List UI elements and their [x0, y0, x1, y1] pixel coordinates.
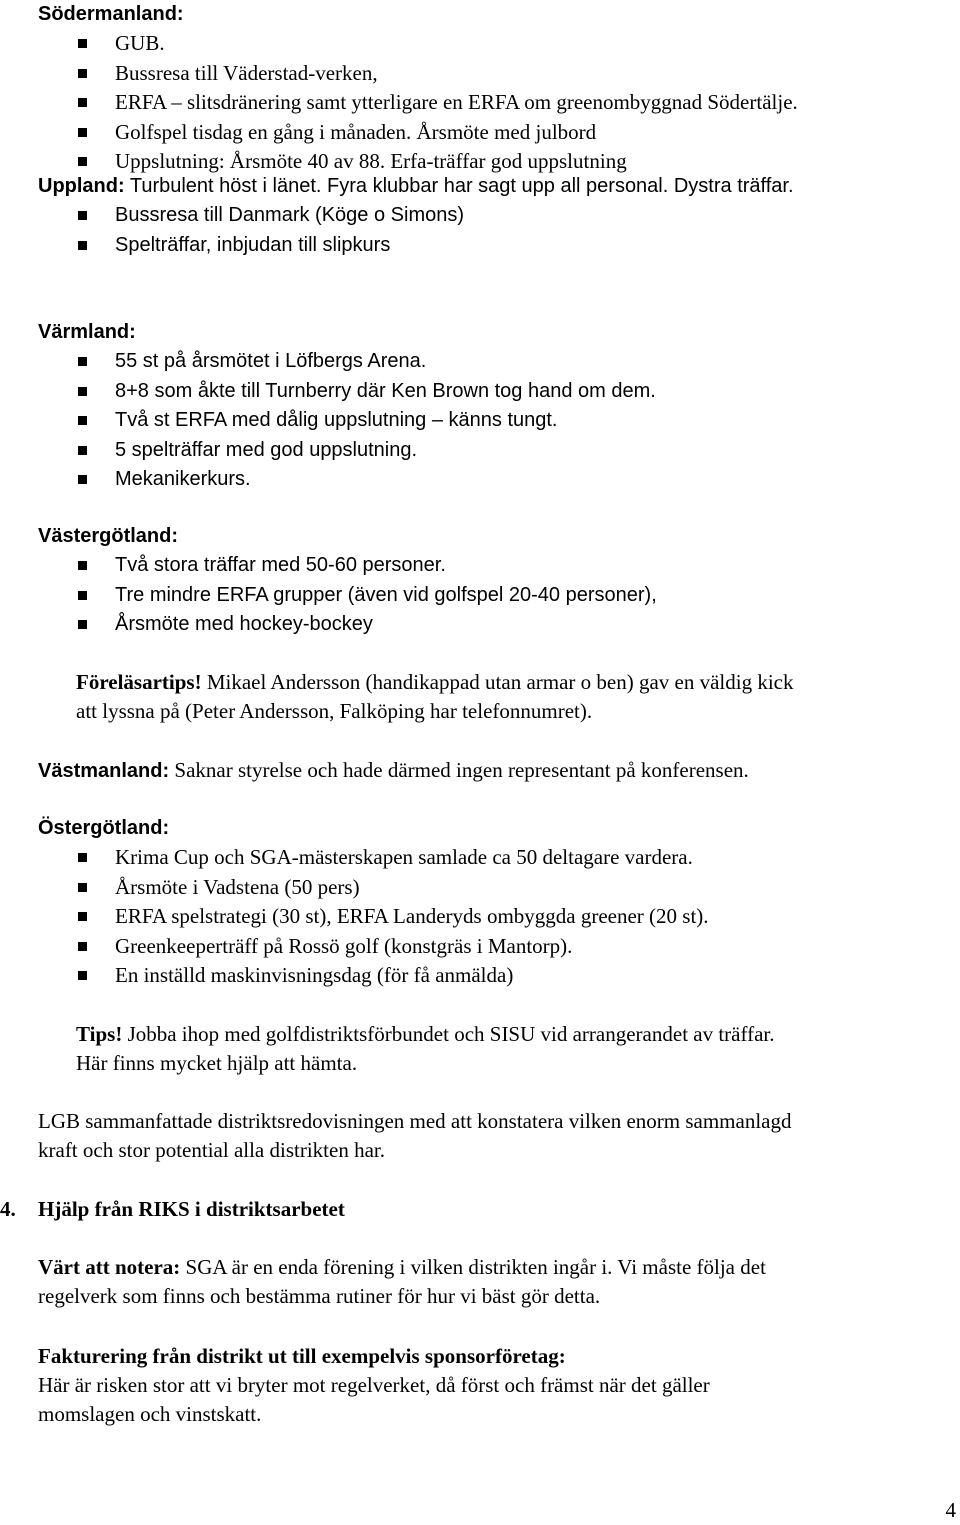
list-item: GUB.: [38, 29, 950, 59]
heading-varmland: Värmland:: [38, 321, 136, 343]
bullet-icon: [78, 387, 87, 396]
bullet-icon: [78, 98, 87, 107]
page-number: 4: [945, 1498, 956, 1522]
list-item: ERFA spelstrategi (30 st), ERFA Landeryds ombyggda greener (20 st).: [38, 902, 950, 932]
notera-line-2: regelverk som finns och bestämma rutiner för hur vi bäst gör detta.: [38, 1284, 601, 1308]
bullet-icon: [78, 39, 87, 48]
list-item: Bussresa till Danmark (Köge o Simons): [38, 201, 950, 231]
notera-label: Värt att notera:: [38, 1255, 181, 1279]
tip-label: Tips!: [76, 1022, 123, 1046]
heading-vastergotland: Västergötland:: [38, 525, 179, 547]
bullet-icon: [78, 912, 87, 921]
section-vastmanland: [38, 756, 950, 786]
tip-line-2: att lyssna på (Peter Andersson, Falköping har telefonnumret).: [76, 699, 593, 723]
list-item: Två stora träffar med 50-60 personer.: [38, 551, 950, 581]
section-title: Hjälp från RIKS i distriktsarbetet: [38, 1197, 345, 1221]
tip-line-1: Tips! Jobba ihop med golfdistriktsförbundet och SISU vid arrangerandet av träffar.: [76, 1022, 775, 1046]
fakturering-line-1: Här är risken stor att vi bryter mot regelverket, då först och främst när det gäller: [38, 1373, 710, 1397]
list-item: Årsmöte i Vadstena (50 pers): [38, 873, 950, 903]
bullet-icon: [78, 883, 87, 892]
bullet-icon: [78, 69, 87, 78]
list-item: ERFA – slitsdränering samt ytterligare en ERFA om greenombyggnad Södertälje.: [38, 88, 950, 118]
section-varmland: [38, 318, 950, 495]
bullet-icon: [78, 211, 87, 220]
section-ostergotland: [38, 814, 950, 991]
list-item: En inställd maskinvisningsdag (för få anmälda): [38, 961, 950, 991]
heading-vastmanland: Västmanland:: [38, 760, 170, 782]
ostergotland-tip: [38, 1020, 950, 1078]
bullet-icon: [78, 446, 87, 455]
notera-paragraph: [38, 1253, 950, 1311]
bullet-icon: [78, 128, 87, 137]
list-item: Uppslutning: Årsmöte 40 av 88. Erfa-träffar god uppslutning: [38, 147, 950, 177]
list-ostergotland: [38, 843, 950, 991]
list-item: Två st ERFA med dålig uppslutning – känns tungt.: [38, 406, 950, 436]
vastergotland-tip: [38, 668, 950, 726]
bullet-icon: [78, 853, 87, 862]
list-item: Spelträffar, inbjudan till slipkurs: [38, 231, 950, 261]
section-vastergotland: [38, 522, 950, 640]
bullet-icon: [78, 561, 87, 570]
list-item: Golfspel tisdag en gång i månaden. Årsmöte med julbord: [38, 118, 950, 148]
section-sodermanland: [38, 0, 950, 177]
section-uppland: [38, 172, 950, 260]
fakturering-paragraph: [38, 1342, 950, 1429]
heading-ostergotland: Östergötland:: [38, 817, 170, 839]
heading-uppland: Uppland:: [38, 175, 125, 197]
list-item: Bussresa till Väderstad-verken,: [38, 59, 950, 89]
bullet-icon: [78, 157, 87, 166]
list-vastergotland: [38, 551, 950, 640]
list-varmland: [38, 347, 950, 495]
bullet-icon: [78, 591, 87, 600]
bullet-icon: [78, 971, 87, 980]
list-item: 8+8 som åkte till Turnberry där Ken Brown tog hand om dem.: [38, 377, 950, 407]
list-uppland: [38, 201, 950, 260]
list-item: Mekanikerkurs.: [38, 465, 950, 495]
bullet-icon: [78, 942, 87, 951]
bullet-icon: [78, 241, 87, 250]
vastmanland-line: Västmanland: Saknar styrelse och hade därmed ingen representant på konferensen.: [38, 758, 749, 782]
bullet-icon: [78, 357, 87, 366]
summary-line-1: LGB sammanfattade distriktsredovisningen med att konstatera vilken enorm sammanlagd: [38, 1109, 792, 1133]
bullet-icon: [78, 475, 87, 484]
section-number: 4.: [0, 1197, 16, 1221]
tip-label: Föreläsartips!: [76, 670, 202, 694]
list-sodermanland: [38, 29, 950, 177]
notera-line-1: Värt att notera: SGA är en enda förening i vilken distrikten ingår i. Vi måste följa det: [38, 1255, 766, 1279]
summary-paragraph: [38, 1107, 950, 1165]
uppland-intro: Uppland: Turbulent höst i länet. Fyra klubbar har sagt upp all personal. Dystra träffar.: [38, 175, 794, 197]
list-item: Tre mindre ERFA grupper (även vid golfspel 20-40 personer),: [38, 581, 950, 611]
fakturering-heading: Fakturering från distrikt ut till exempelvis sponsorföretag:: [38, 1344, 566, 1368]
list-item: Krima Cup och SGA-mästerskapen samlade ca 50 deltagare vardera.: [38, 843, 950, 873]
bullet-icon: [78, 416, 87, 425]
tip-line-1: Föreläsartips! Mikael Andersson (handikappad utan armar o ben) gav en väldig kick: [76, 670, 794, 694]
bullet-icon: [78, 620, 87, 629]
list-item: Årsmöte med hockey-bockey: [38, 610, 950, 640]
tip-line-2: Här finns mycket hjälp att hämta.: [76, 1051, 358, 1075]
list-item: Greenkeeperträff på Rossö golf (konstgräs i Mantorp).: [38, 932, 950, 962]
heading-sodermanland: Södermanland:: [38, 3, 184, 25]
list-item: 55 st på årsmötet i Löfbergs Arena.: [38, 347, 950, 377]
summary-line-2: kraft och stor potential alla distrikten har.: [38, 1138, 385, 1162]
list-item: 5 spelträffar med god uppslutning.: [38, 436, 950, 466]
fakturering-line-2: momslagen och vinstskatt.: [38, 1402, 262, 1426]
